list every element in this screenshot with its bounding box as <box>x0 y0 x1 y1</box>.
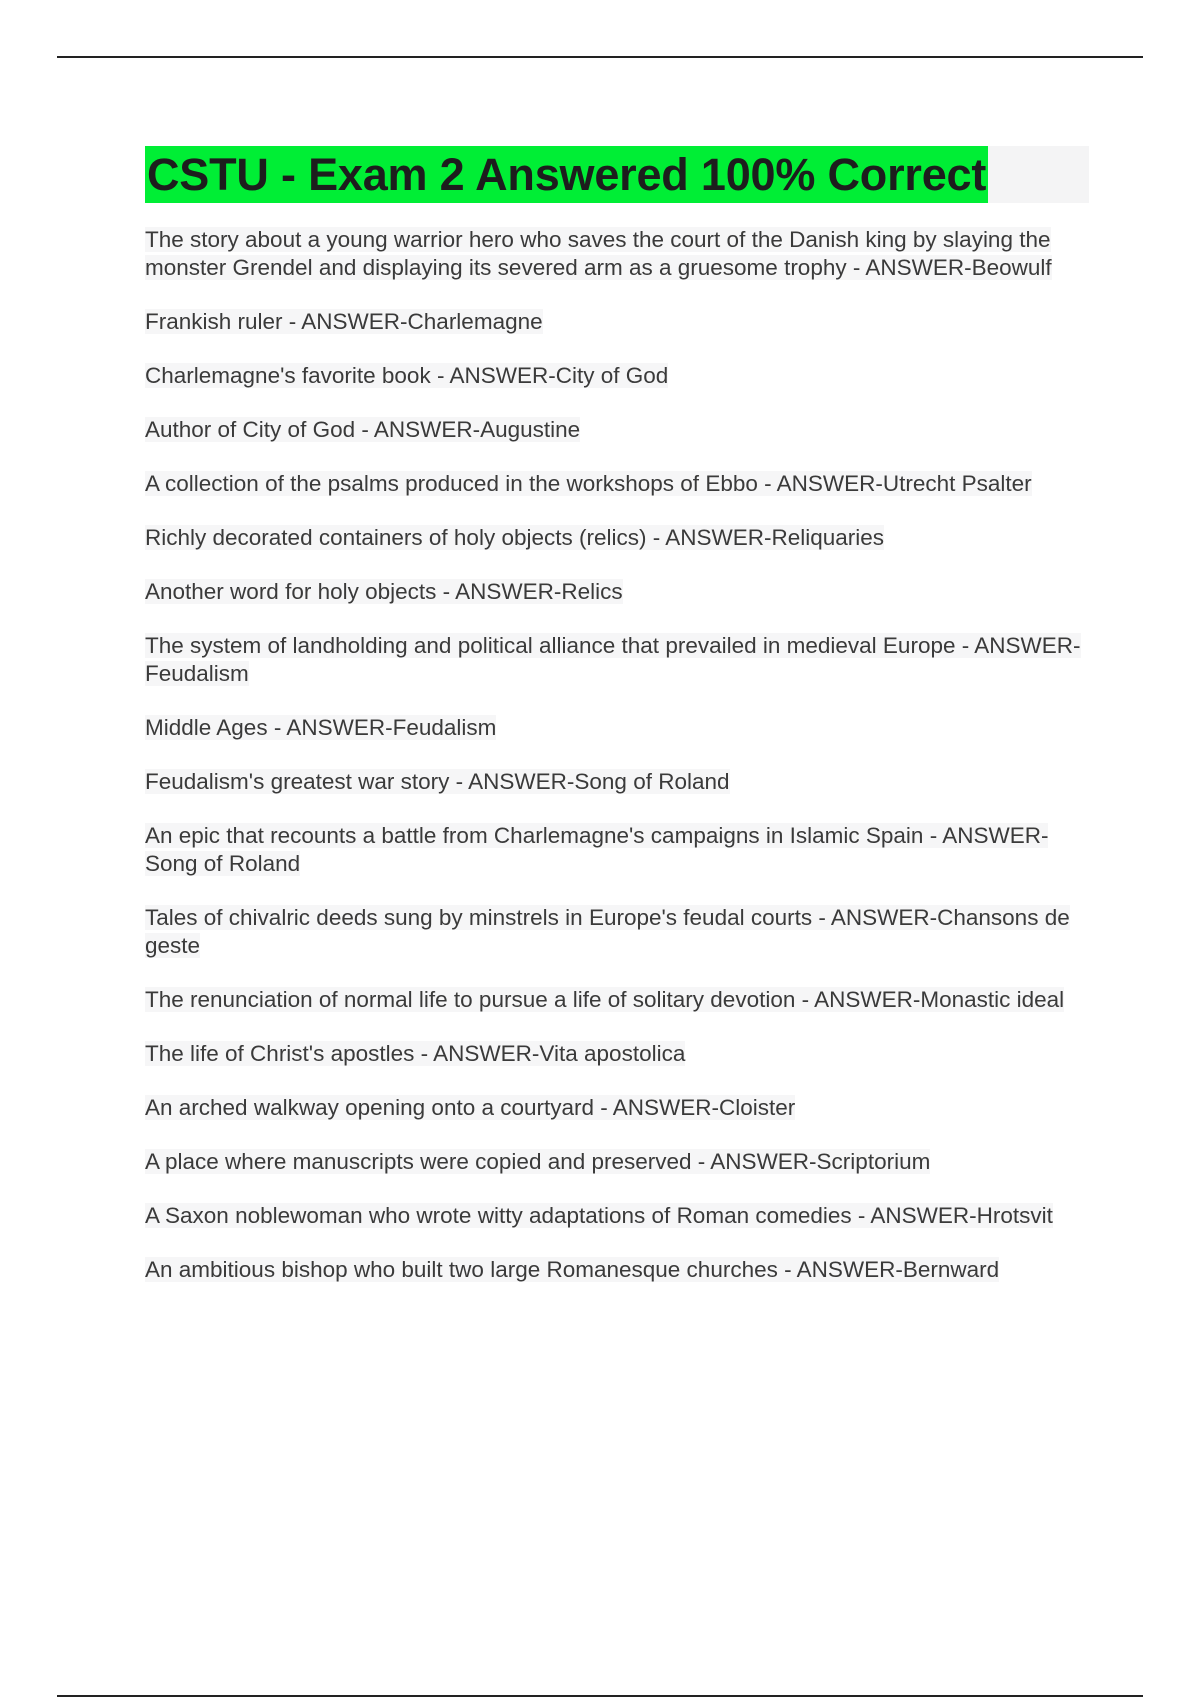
qa-text: Richly decorated containers of holy objects (relics) - ANSWER-Reliquaries <box>145 525 885 550</box>
qa-text: Another word for holy objects - ANSWER-Relics <box>145 579 623 604</box>
qa-item <box>145 904 1085 960</box>
qa-text: An epic that recounts a battle from Charlemagne's campaigns in Islamic Spain - ANSWER-Song of Roland <box>145 823 1049 876</box>
qa-text: Charlemagne's favorite book - ANSWER-City of God <box>145 363 669 388</box>
footer-rule <box>57 1695 1143 1697</box>
qa-item <box>145 714 1085 742</box>
qa-item <box>145 416 1085 444</box>
document-title: CSTU - Exam 2 Answered 100% Correct <box>145 146 988 203</box>
qa-item <box>145 470 1085 498</box>
qa-item <box>145 1256 1085 1284</box>
qa-text: The system of landholding and political alliance that prevailed in medieval Europe - ANSWER-Feudalism <box>145 633 1081 686</box>
qa-list <box>145 226 1085 1310</box>
qa-text: The life of Christ's apostles - ANSWER-Vita apostolica <box>145 1041 686 1066</box>
qa-item <box>145 632 1085 688</box>
qa-text: A collection of the psalms produced in the workshops of Ebbo - ANSWER-Utrecht Psalter <box>145 471 1032 496</box>
qa-text: Feudalism's greatest war story - ANSWER-Song of Roland <box>145 769 730 794</box>
qa-item <box>145 1148 1085 1176</box>
qa-text: A place where manuscripts were copied and preserved - ANSWER-Scriptorium <box>145 1149 931 1174</box>
qa-item <box>145 768 1085 796</box>
qa-text: The story about a young warrior hero who saves the court of the Danish king by slaying the monster Grendel and displaying its severed arm as a gruesome trophy - ANSWER-Beowulf <box>145 227 1052 280</box>
qa-item <box>145 226 1085 282</box>
qa-text: Middle Ages - ANSWER-Feudalism <box>145 715 497 740</box>
qa-text: Author of City of God - ANSWER-Augustine <box>145 417 581 442</box>
qa-item <box>145 1040 1085 1068</box>
qa-item <box>145 986 1085 1014</box>
qa-text: A Saxon noblewoman who wrote witty adaptations of Roman comedies - ANSWER-Hrotsvit <box>145 1203 1053 1228</box>
qa-text: Frankish ruler - ANSWER-Charlemagne <box>145 309 543 334</box>
qa-item <box>145 1094 1085 1122</box>
qa-item <box>145 308 1085 336</box>
qa-item <box>145 578 1085 606</box>
qa-item <box>145 1202 1085 1230</box>
header-rule <box>57 56 1143 58</box>
qa-text: An ambitious bishop who built two large Romanesque churches - ANSWER-Bernward <box>145 1257 1000 1282</box>
qa-text: Tales of chivalric deeds sung by minstrels in Europe's feudal courts - ANSWER-Chansons de geste <box>145 905 1070 958</box>
qa-item <box>145 524 1085 552</box>
qa-item <box>145 822 1085 878</box>
qa-text: An arched walkway opening onto a courtyard - ANSWER-Cloister <box>145 1095 796 1120</box>
qa-text: The renunciation of normal life to pursue a life of solitary devotion - ANSWER-Monastic ideal <box>145 987 1065 1012</box>
qa-item <box>145 362 1085 390</box>
